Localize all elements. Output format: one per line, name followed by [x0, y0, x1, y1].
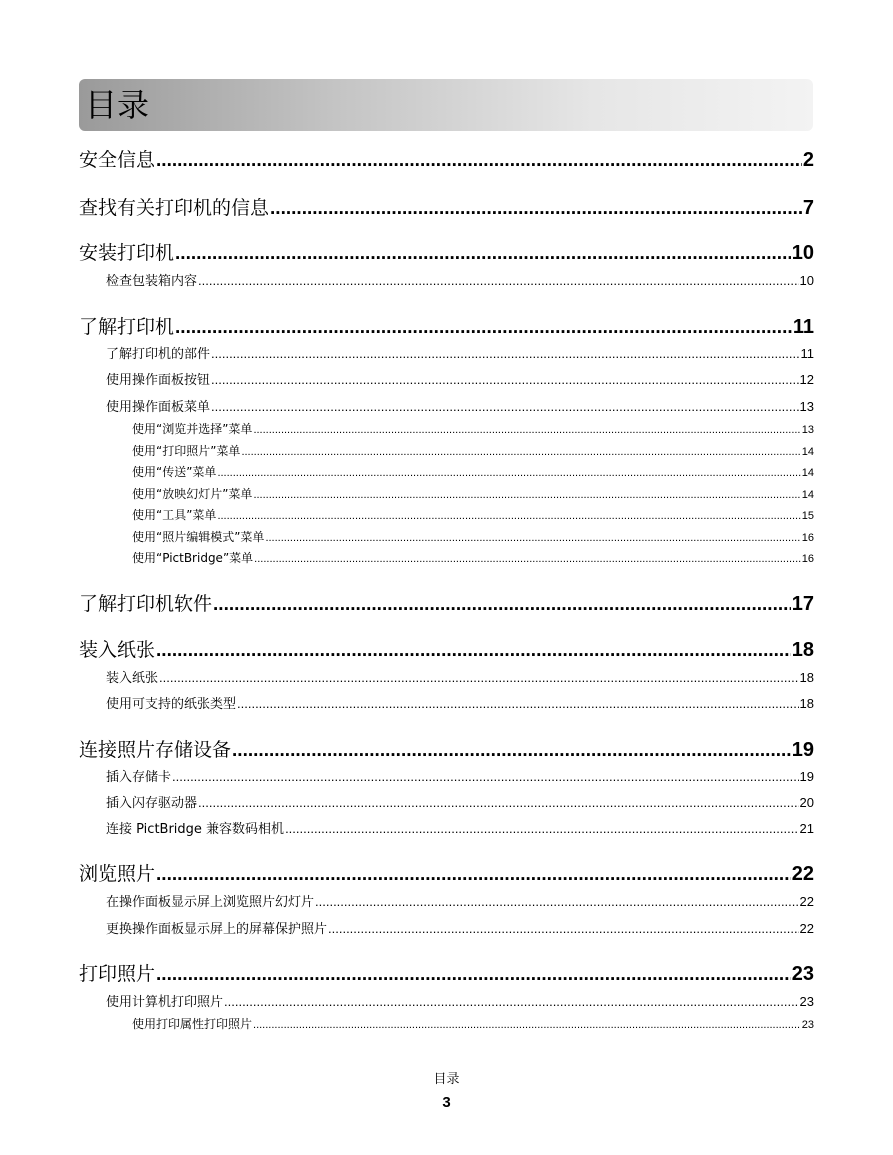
toc-entry-label: 打印照片	[79, 963, 156, 985]
toc-dot-leader	[253, 422, 800, 438]
toc-entry-page: 13	[801, 424, 814, 436]
toc-entry-page: 18	[799, 696, 814, 711]
toc-entry-page: 14	[801, 446, 814, 458]
toc-entry-label: 使用“放映幻灯片”菜单	[132, 487, 253, 501]
toc-entry[interactable]	[79, 241, 814, 266]
toc-dot-leader	[253, 487, 800, 503]
toc-dot-leader	[237, 695, 799, 713]
toc-entry-page: 19	[791, 739, 814, 761]
toc-entry[interactable]	[132, 421, 814, 438]
page-title: 目录	[85, 86, 150, 124]
toc-dot-leader	[224, 993, 799, 1011]
toc-dot-leader	[315, 893, 799, 911]
toc-entry-label: 使用计算机打印照片	[106, 995, 224, 1010]
toc-entry-page: 16	[801, 553, 814, 565]
toc-entry-page: 16	[801, 532, 814, 544]
toc-entry[interactable]	[106, 695, 814, 714]
toc-entry[interactable]	[106, 272, 814, 291]
toc-entry[interactable]	[132, 486, 814, 503]
footer-page-number: 3	[442, 1094, 451, 1111]
toc-dot-leader	[217, 508, 800, 524]
toc-entry-label: 使用操作面板按钮	[106, 373, 211, 388]
toc-dot-leader	[254, 551, 801, 567]
toc-dot-leader	[285, 820, 798, 838]
toc-entry-label: 查找有关打印机的信息	[79, 197, 270, 219]
toc-entry-label: 连接照片存储设备	[79, 739, 232, 761]
toc-dot-leader	[175, 242, 791, 266]
toc-entry-page: 10	[791, 242, 814, 264]
toc-entry-label: 装入纸张	[106, 671, 159, 686]
toc-entry-label: 了解打印机软件	[79, 593, 213, 615]
toc-entry-label: 连接 PictBridge 兼容数码相机	[106, 822, 285, 837]
toc-entry[interactable]	[106, 820, 814, 839]
toc-entry-page: 14	[801, 467, 814, 479]
toc-entry-label: 了解打印机	[79, 316, 175, 338]
toc-entry[interactable]	[132, 507, 814, 524]
toc-dot-leader	[172, 768, 799, 786]
toc-entry-label: 检查包装箱内容	[106, 274, 198, 289]
toc-entry[interactable]	[106, 398, 814, 417]
toc-entry-label: 使用“照片编辑模式”菜单	[132, 530, 265, 544]
toc-entry[interactable]	[106, 993, 814, 1012]
toc-entry-page: 2	[802, 149, 814, 171]
toc-entry-label: 插入闪存驱动器	[106, 796, 198, 811]
toc-entry[interactable]	[79, 148, 814, 173]
toc-entry-label: 在操作面板显示屏上浏览照片幻灯片	[106, 895, 315, 910]
toc-entry[interactable]	[132, 464, 814, 481]
toc-entry-page: 11	[800, 346, 814, 361]
toc-dot-leader	[265, 530, 800, 546]
toc-entry[interactable]	[106, 794, 814, 813]
footer-section-label: 目录	[433, 1072, 460, 1087]
toc-dot-leader	[159, 669, 799, 687]
toc-entry-page: 10	[799, 273, 814, 288]
toc-entry-label: 使用“浏览并选择”菜单	[132, 422, 253, 436]
toc-entry-page: 15	[801, 510, 814, 522]
toc-entry-label: 更换操作面板显示屏上的屏幕保护照片	[106, 922, 328, 937]
toc-dot-leader	[211, 371, 799, 389]
toc-entry-label: 插入存储卡	[106, 770, 172, 785]
toc-entry-page: 22	[799, 894, 814, 909]
toc-entry-label: 使用可支持的纸张类型	[106, 697, 237, 712]
toc-entry-label: 使用“PictBridge”菜单	[132, 551, 254, 565]
toc-entry-label: 使用操作面板菜单	[106, 400, 211, 415]
toc-entry[interactable]	[106, 345, 814, 364]
toc-entry[interactable]	[79, 738, 814, 763]
toc-dot-leader	[198, 794, 799, 812]
toc-entry[interactable]	[132, 529, 814, 546]
toc-dot-leader	[211, 398, 799, 416]
toc-dot-leader	[211, 345, 799, 363]
toc-dot-leader	[156, 863, 791, 887]
toc-entry-label: 安全信息	[79, 149, 156, 171]
toc-entry[interactable]	[79, 592, 814, 617]
toc-entry[interactable]	[106, 920, 814, 939]
toc-entry-page: 18	[799, 670, 814, 685]
toc-entry-label: 使用“打印照片”菜单	[132, 444, 241, 458]
toc-entry[interactable]	[132, 550, 814, 567]
toc-dot-leader	[156, 963, 791, 987]
toc-entry[interactable]	[79, 196, 814, 221]
toc-dot-leader	[253, 1017, 801, 1033]
toc-dot-leader	[217, 465, 800, 481]
toc-entry-page: 12	[799, 372, 814, 387]
toc-entry[interactable]	[106, 371, 814, 390]
toc-entry-label: 浏览照片	[79, 863, 156, 885]
toc-entry-label: 安装打印机	[79, 242, 175, 264]
toc-dot-leader	[270, 197, 802, 221]
toc-entry-label: 使用“工具”菜单	[132, 508, 217, 522]
toc-entry[interactable]	[79, 315, 814, 340]
toc-entry[interactable]	[79, 962, 814, 987]
toc-dot-leader	[213, 593, 791, 617]
toc-entry-page: 19	[799, 769, 814, 784]
toc-entry-page: 13	[799, 399, 814, 414]
toc-entry-page: 20	[799, 795, 814, 810]
toc-entry-page: 7	[802, 197, 814, 219]
toc-entry-page: 17	[791, 593, 814, 615]
toc-dot-leader	[241, 444, 800, 460]
toc-entry[interactable]	[106, 768, 814, 787]
toc-entry-page: 22	[791, 863, 814, 885]
toc-dot-leader	[328, 920, 799, 938]
toc-entry-label: 使用“传送”菜单	[132, 465, 217, 479]
toc-dot-leader	[175, 316, 792, 340]
toc-entry[interactable]	[79, 862, 814, 887]
toc-dot-leader	[198, 272, 799, 290]
toc-entry-label: 装入纸张	[79, 639, 156, 661]
toc-entry-page: 23	[791, 963, 814, 985]
toc-entry-page: 23	[801, 1019, 814, 1031]
toc-entry[interactable]	[132, 1016, 814, 1033]
toc-entry-page: 23	[799, 994, 814, 1009]
toc-dot-leader	[156, 639, 791, 663]
toc-dot-leader	[232, 739, 791, 763]
toc-entry[interactable]	[132, 443, 814, 460]
toc-entry-label: 使用打印属性打印照片	[132, 1017, 253, 1031]
toc-dot-leader	[156, 149, 802, 173]
toc-entry[interactable]	[106, 893, 814, 912]
toc-entry-label: 了解打印机的部件	[106, 347, 211, 362]
toc-entry-page: 11	[792, 316, 814, 338]
toc-entry[interactable]	[106, 669, 814, 688]
toc-entry-page: 22	[799, 921, 814, 936]
toc-entry-page: 21	[799, 821, 814, 836]
toc-entry-page: 18	[791, 639, 814, 661]
toc-entry[interactable]	[79, 638, 814, 663]
toc-entry-page: 14	[801, 489, 814, 501]
